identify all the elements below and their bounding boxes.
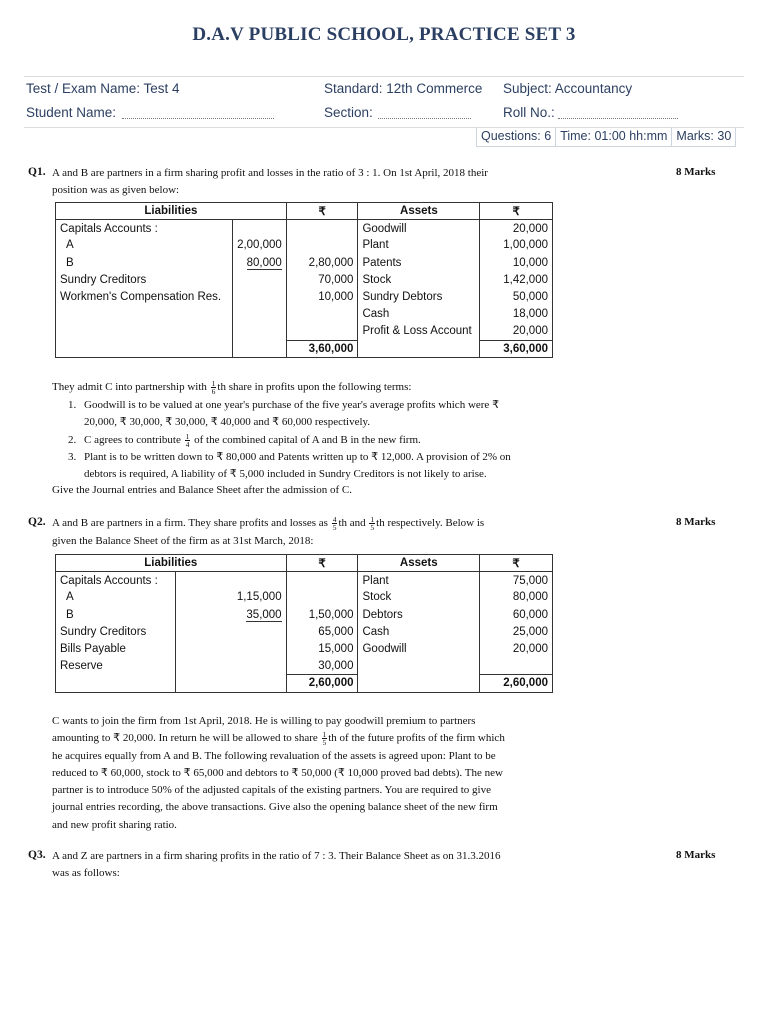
liability-amount: 10,000: [286, 288, 358, 305]
subject: Subject: Accountancy: [503, 81, 633, 96]
table-row: [56, 237, 553, 254]
q1-terms-list: [68, 397, 558, 483]
q2-total-assets: 2,60,000: [480, 675, 553, 692]
list-item: [68, 449, 558, 484]
q2-paragraph: [52, 713, 572, 834]
list-item: [68, 397, 558, 432]
q3-number: Q3.: [28, 849, 46, 861]
asset-label: Debtors: [358, 606, 480, 623]
liability-label: [56, 323, 233, 340]
q1-admit-line: [52, 379, 411, 396]
q1-h-assets: Assets: [358, 203, 480, 220]
table-row: [56, 572, 553, 589]
list-number: 2.: [68, 433, 77, 446]
q2-intro-pre: A and B are partners in a firm. They share profits and losses as: [52, 517, 328, 529]
asset-label: Goodwill: [358, 220, 480, 237]
liability-label: A: [56, 237, 233, 254]
q2-h-assets: Assets: [358, 555, 480, 572]
asset-amount: 10,000: [480, 254, 553, 271]
asset-amount: 80,000: [480, 589, 553, 606]
q2-intro-line1: [52, 515, 484, 532]
q3-line2: was as follows:: [52, 867, 120, 879]
list-number: 1.: [68, 399, 77, 411]
asset-amount: 1,42,000: [480, 271, 553, 288]
table-total-row: [56, 340, 553, 357]
q1-intro-line2: position was as given below:: [52, 184, 180, 196]
fraction-numerator: 1: [211, 378, 216, 388]
q3-line1: A and Z are partners in a firm sharing profits in the ratio of 7 : 3. Their Balance Sheet as on 31.3.2016: [52, 850, 501, 862]
q2-para-line: C wants to join the firm from 1st April, 2018. He is willing to pay goodwill premium to partners: [52, 715, 476, 727]
q2-para-post: th of the future profits of the firm which: [328, 732, 505, 745]
liability-amount: 1,50,000: [286, 606, 358, 623]
term-text: Plant is to be written down to ₹ 80,000 and Patents written up to ₹ 12,000. A provision of 2% on: [84, 450, 511, 463]
liability-label: Workmen's Compensation Res.: [56, 288, 233, 305]
q1-intro-line1: A and B are partners in a firm sharing profit and losses in the ratio of 3 : 1. On 1st April, 2018 their: [52, 167, 488, 179]
q2-para-fraction: [322, 731, 328, 746]
table-total-row: [56, 675, 553, 692]
roll-no-label: Roll No.:: [503, 105, 555, 120]
exam-info-badges: [476, 127, 736, 147]
q2-para-line: he acquires equally from A and B. The following revaluation of the assets is agreed upon: Plant to be: [52, 749, 496, 762]
liability-amount: [286, 572, 358, 589]
fraction-numerator: 1: [322, 730, 327, 740]
asset-amount: 25,000: [480, 623, 553, 640]
fraction-numerator: 4: [332, 514, 337, 524]
liability-sub: [232, 323, 286, 340]
q1-marks: 8 Marks: [676, 166, 716, 178]
asset-amount: 75,000: [480, 572, 553, 589]
table-row: [56, 306, 553, 323]
liability-label: A: [56, 589, 176, 606]
liability-sub: [175, 640, 286, 657]
liability-sub: [175, 606, 286, 623]
liability-sub: [232, 254, 286, 271]
liability-amount: 70,000: [286, 271, 358, 288]
liability-sub-value: 35,000: [246, 608, 282, 621]
q1-admit-fraction: [211, 380, 217, 395]
liability-label: [56, 306, 233, 323]
liability-amount: 15,000: [286, 640, 358, 657]
liability-amount: [286, 323, 358, 340]
asset-label: Profit & Loss Account: [358, 323, 480, 340]
marks-badge: Marks: 30: [672, 127, 736, 147]
liability-sub: [175, 623, 286, 640]
term-text: debtors is required, A liability of ₹ 5,000 included in Sundry Creditors is not likely to arise.: [84, 468, 487, 481]
asset-label: Goodwill: [358, 640, 480, 657]
liability-sub-value: 80,000: [246, 256, 282, 269]
asset-amount: 1,00,000: [480, 237, 553, 254]
section-label: Section:: [324, 105, 373, 120]
q1-admit-pre: They admit C into partnership with: [52, 381, 207, 393]
liability-sub: [232, 220, 286, 237]
q1-h-rupee2: ₹: [480, 203, 553, 220]
fraction-denominator: 6: [211, 386, 216, 396]
q3-marks: 8 Marks: [676, 849, 716, 861]
liability-label: Capitals Accounts :: [56, 220, 233, 237]
q2-para-line: and new profit sharing ratio.: [52, 818, 177, 831]
student-name-label: Student Name:: [26, 105, 117, 120]
asset-label: Sundry Debtors: [358, 288, 480, 305]
asset-label: Stock: [358, 589, 480, 606]
q1-closing: Give the Journal entries and Balance Sheet after the admission of C.: [52, 484, 352, 496]
table-row: [56, 254, 553, 271]
table-row: [56, 323, 553, 340]
asset-amount: 20,000: [480, 220, 553, 237]
q2-para-line: reduced to ₹ 60,000, stock to ₹ 65,000 and debtors to ₹ 50,000 (₹ 10,000 proved bad debts). The new: [52, 766, 503, 779]
fraction-denominator: 4: [185, 439, 190, 449]
liability-amount: [286, 589, 358, 606]
liability-label: Sundry Creditors: [56, 623, 176, 640]
q2-intro-mid: th and: [338, 517, 366, 529]
term-text: 20,000, ₹ 30,000, ₹ 30,000, ₹ 40,000 and ₹ 60,000 respectively.: [84, 416, 371, 429]
q2-para-line: journal entries recording, the above transactions. Give also the opening balance sheet of the new firm: [52, 801, 498, 814]
table-row: [56, 623, 553, 640]
q2-h-rupee: ₹: [286, 555, 358, 572]
asset-amount: 20,000: [480, 323, 553, 340]
q2-number: Q2.: [28, 516, 46, 528]
liability-label: Capitals Accounts :: [56, 572, 176, 589]
asset-label: Cash: [358, 623, 480, 640]
table-row: [56, 288, 553, 305]
q2-marks: 8 Marks: [676, 516, 716, 528]
liability-sub: [232, 271, 286, 288]
q1-h-liabilities: Liabilities: [56, 203, 287, 220]
q1-number: Q1.: [28, 166, 46, 178]
asset-label: Cash: [358, 306, 480, 323]
asset-amount: 50,000: [480, 288, 553, 305]
standard: Standard: 12th Commerce: [324, 81, 483, 96]
fraction-denominator: 5: [370, 522, 375, 532]
questions-badge: Questions: 6: [476, 127, 556, 147]
header-divider: [24, 76, 744, 77]
q2-para-line: partner is to introduce 50% of the adjusted capitals of the existing partners. You are required to give: [52, 784, 491, 797]
roll-no-field[interactable]: [558, 118, 678, 119]
student-name-field[interactable]: [122, 118, 274, 119]
asset-label: Stock: [358, 271, 480, 288]
q2-h-liabilities: Liabilities: [56, 555, 287, 572]
liability-label: Sundry Creditors: [56, 271, 233, 288]
list-number: 3.: [68, 450, 77, 463]
q2-h-rupee2: ₹: [480, 555, 553, 572]
asset-label: Patents: [358, 254, 480, 271]
term-text: C agrees to contribute: [84, 433, 181, 446]
q2-balance-sheet: [55, 554, 553, 693]
asset-label: Plant: [358, 572, 480, 589]
liability-label: Reserve: [56, 658, 176, 675]
asset-amount: [480, 658, 553, 675]
table-row: [56, 640, 553, 657]
asset-amount: 20,000: [480, 640, 553, 657]
asset-label: [358, 658, 480, 675]
time-badge: Time: 01:00 hh:mm: [556, 127, 672, 147]
q1-balance-sheet: [55, 202, 553, 358]
q1-h-rupee: ₹: [286, 203, 358, 220]
liability-sub: 1,15,000: [175, 589, 286, 606]
table-row: [56, 220, 553, 237]
fraction-denominator: 5: [322, 738, 327, 748]
asset-label: Plant: [358, 237, 480, 254]
q2-fraction-a: [332, 516, 338, 531]
q1-term2-fraction: [185, 433, 191, 448]
q2-para-line: [52, 730, 572, 747]
liability-sub: [232, 288, 286, 305]
liability-amount: 30,000: [286, 658, 358, 675]
liability-amount: [286, 237, 358, 254]
term-text: of the combined capital of A and B in the new firm.: [194, 433, 421, 446]
section-field[interactable]: [378, 118, 471, 119]
liability-amount: [286, 220, 358, 237]
term-text: Goodwill is to be valued at one year's purchase of the five year's average profits which were ₹: [84, 399, 500, 411]
table-row: [56, 589, 553, 606]
liability-label: Bills Payable: [56, 640, 176, 657]
table-row: [56, 606, 553, 623]
list-item: [68, 432, 558, 449]
liability-label: B: [56, 606, 176, 623]
fraction-numerator: 1: [370, 514, 375, 524]
table-row: [56, 271, 553, 288]
liability-amount: [286, 306, 358, 323]
fraction-numerator: 1: [185, 431, 190, 441]
q2-fraction-b: [369, 516, 375, 531]
liability-sub: [175, 658, 286, 675]
liability-label: B: [56, 254, 233, 271]
asset-amount: 18,000: [480, 306, 553, 323]
q1-total-assets: 3,60,000: [480, 340, 553, 357]
q2-total-liabilities: 2,60,000: [286, 675, 358, 692]
school-title: D.A.V PUBLIC SCHOOL, PRACTICE SET 3: [192, 24, 576, 45]
fraction-denominator: 5: [332, 522, 337, 532]
liability-sub: 2,00,000: [232, 237, 286, 254]
q1-total-liabilities: 3,60,000: [286, 340, 358, 357]
q1-admit-post: th share in profits upon the following terms:: [217, 381, 412, 393]
test-name: Test / Exam Name: Test 4: [26, 81, 180, 96]
liability-sub: [232, 306, 286, 323]
q2-intro-post: th respectively. Below is: [376, 517, 485, 529]
liability-sub: [175, 572, 286, 589]
liability-amount: 2,80,000: [286, 254, 358, 271]
table-row: [56, 658, 553, 675]
liability-amount: 65,000: [286, 623, 358, 640]
q2-para-pre: amounting to ₹ 20,000. In return he will be allowed to share: [52, 732, 318, 745]
q2-intro-line2: given the Balance Sheet of the firm as at 31st March, 2018:: [52, 535, 314, 547]
asset-amount: 60,000: [480, 606, 553, 623]
